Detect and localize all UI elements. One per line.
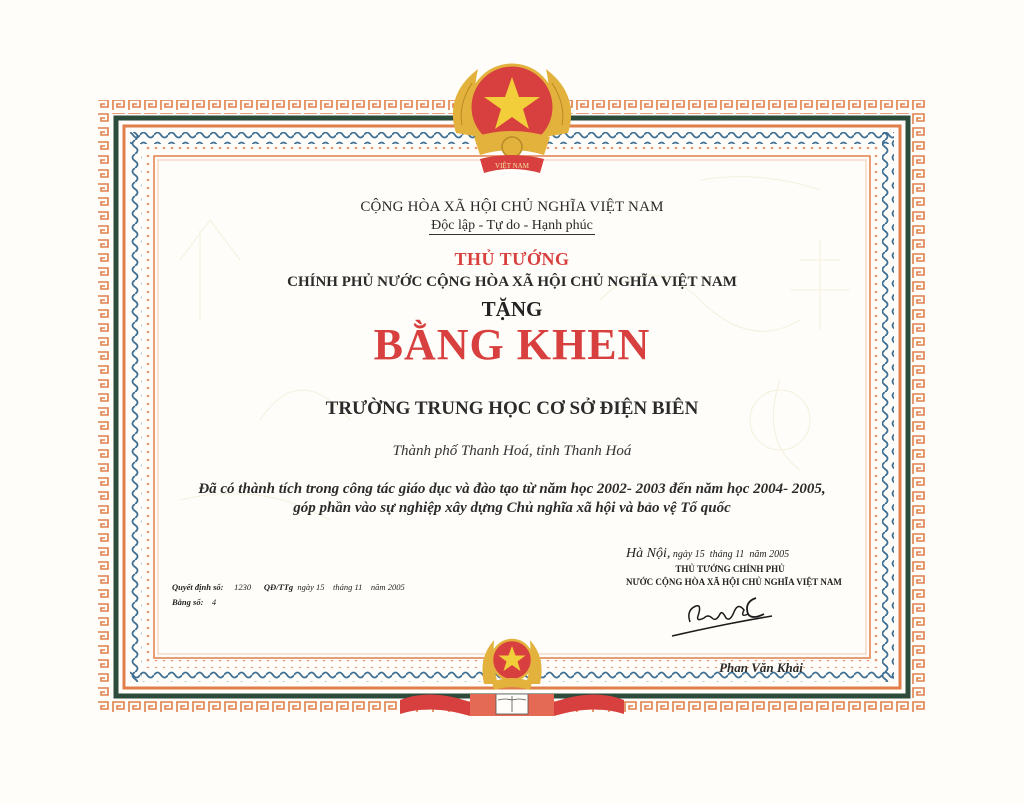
signature-icon xyxy=(668,592,778,642)
achievement-line-2: góp phần vào sự nghiệp xây dựng Chủ nghĩa xã hội và bảo vệ Tổ quốc xyxy=(293,500,731,516)
certificate-number-value: 4 xyxy=(211,597,217,607)
award-verb: TẶNG xyxy=(481,297,543,321)
signing-month: 11 xyxy=(735,549,745,560)
signer-name: Phan Văn Khải xyxy=(719,660,803,675)
signing-day: 15 xyxy=(694,549,705,560)
signer-title-line-1: THỦ TƯỚNG CHÍNH PHỦ xyxy=(675,564,785,574)
decree-day: 15 xyxy=(316,582,325,592)
country-name: CỘNG HÒA XÃ HỘI CHỦ NGHĨA VIỆT NAM xyxy=(360,199,664,215)
signing-month-label: tháng xyxy=(709,549,733,560)
decree-code: QĐ/TTg xyxy=(263,582,294,592)
recipient-name: TRƯỜNG TRUNG HỌC CƠ SỞ ĐIỆN BIÊN xyxy=(325,398,699,419)
certificate-number xyxy=(172,597,216,607)
issuer-title: THỦ TƯỚNG xyxy=(454,249,570,269)
emblem-text: VIỆT NAM xyxy=(495,162,529,170)
decree-year-label: năm xyxy=(370,582,386,592)
decree-day-label: ngày xyxy=(297,582,314,592)
certificate-number-label: Bằng số: xyxy=(172,597,204,607)
recipient-location: Thành phố Thanh Hoá, tỉnh Thanh Hoá xyxy=(392,443,632,459)
decree-year: 2005 xyxy=(387,582,405,592)
award-name: BẰNG KHEN xyxy=(373,320,651,369)
decree-label: Quyết định số: xyxy=(172,582,224,592)
signing-year-label: năm xyxy=(749,549,767,560)
decree-number: 1230 xyxy=(234,582,252,592)
signing-day-label: ngày xyxy=(672,549,693,560)
signing-place: Hà Nội, xyxy=(626,546,671,561)
achievement-line-1: Đã có thành tích trong công tác giáo dục và đào tạo từ năm học 2002- 2003 đến năm học 2004- 2005, xyxy=(198,481,826,497)
signing-year: 2005 xyxy=(769,549,790,560)
signing-date xyxy=(626,546,789,562)
decree-month: 11 xyxy=(354,582,363,592)
decree-info xyxy=(172,582,405,592)
issuer-government: CHÍNH PHỦ NƯỚC CỘNG HÒA XÃ HỘI CHỦ NGHĨA VIỆT NAM xyxy=(287,274,737,290)
national-emblem-icon xyxy=(440,55,584,190)
bottom-emblem-icon xyxy=(478,630,546,696)
national-motto xyxy=(0,218,1024,234)
decree-month-label: tháng xyxy=(333,582,353,592)
signer-title-line-2: NƯỚC CỘNG HÒA XÃ HỘI CHỦ NGHĨA VIỆT NAM xyxy=(626,577,842,587)
national-motto-text: Độc lập - Tự do - Hạnh phúc xyxy=(431,218,593,233)
